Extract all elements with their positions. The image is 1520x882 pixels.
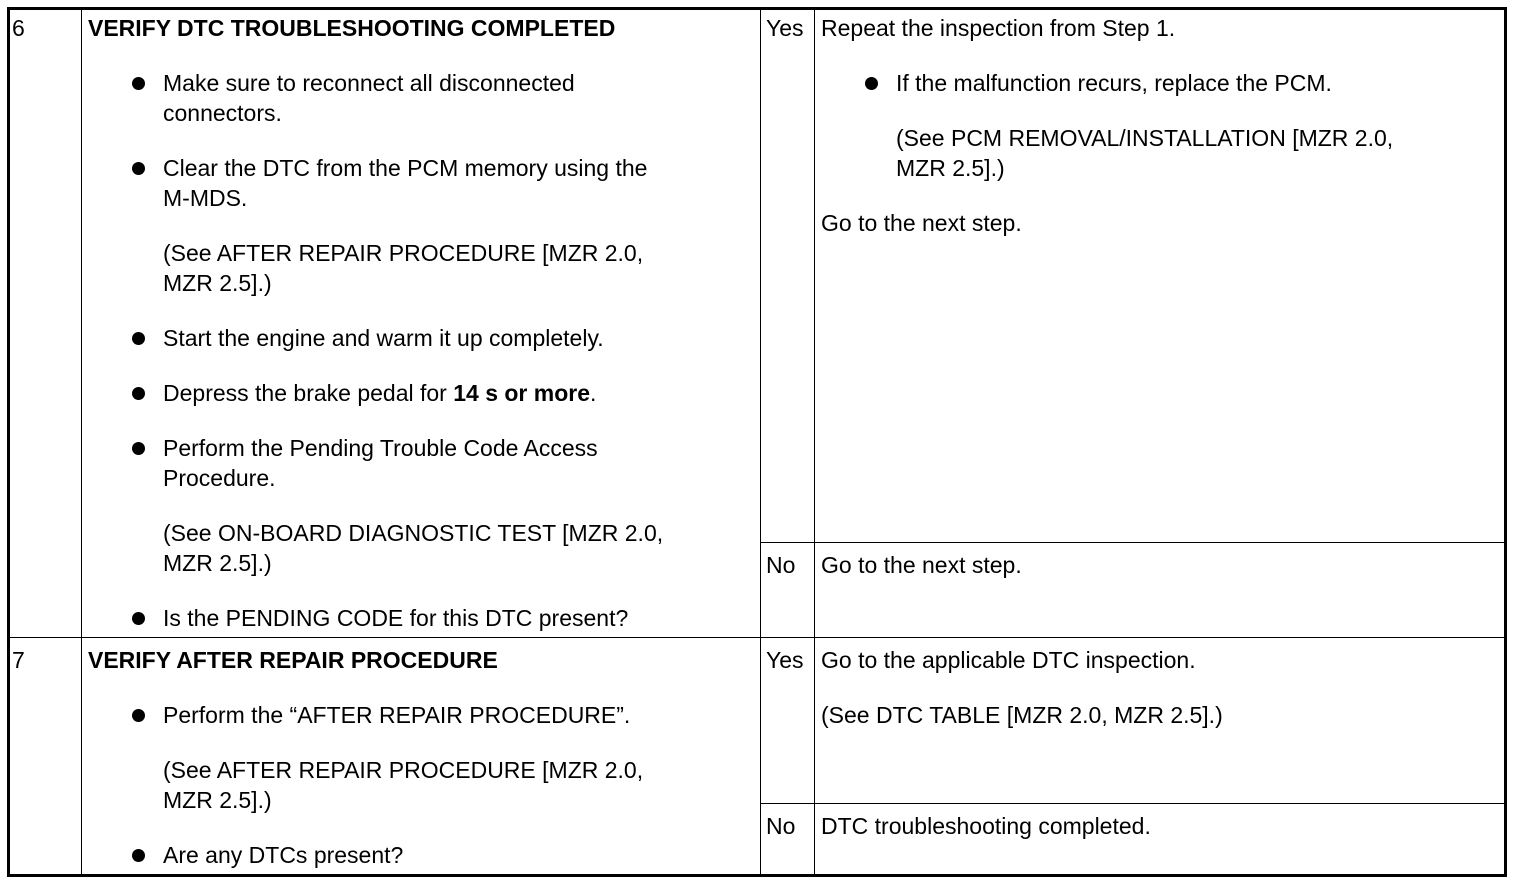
bullet-icon (132, 332, 145, 345)
bullet-icon (132, 849, 145, 862)
divider-inspection-col (760, 8, 761, 876)
bullet-icon (132, 612, 145, 625)
instruction-text: Depress the brake pedal for (163, 380, 454, 406)
step-instruction: connectors. (163, 100, 282, 126)
reference-note: MZR 2.5].) (163, 550, 272, 576)
reference-note: (See AFTER REPAIR PROCEDURE [MZR 2.0, (163, 757, 644, 783)
step-instruction: M-MDS. (163, 185, 248, 211)
divider-step-col (81, 8, 82, 876)
step-instruction: Start the engine and warm it up completely. (163, 325, 604, 351)
bullet-icon (132, 387, 145, 400)
bullet-icon (865, 77, 878, 90)
step-instruction: Clear the DTC from the PCM memory using the (163, 155, 648, 181)
divider-result-col (814, 8, 815, 876)
step-title: VERIFY AFTER REPAIR PROCEDURE (88, 647, 498, 673)
bullet-icon (132, 442, 145, 455)
bullet-icon (132, 709, 145, 722)
no-label: No (766, 813, 796, 839)
reference-note: (See AFTER REPAIR PROCEDURE [MZR 2.0, (163, 240, 644, 266)
yes-action: Repeat the inspection from Step 1. (821, 15, 1176, 41)
reference-note: MZR 2.5].) (163, 787, 272, 813)
instruction-emphasis: 14 s or more (453, 380, 591, 406)
step-instruction: Perform the “AFTER REPAIR PROCEDURE”. (163, 702, 631, 728)
instruction-text: . (590, 380, 597, 406)
no-action: Go to the next step. (821, 552, 1022, 578)
step-instruction: Make sure to reconnect all disconnected (163, 70, 575, 96)
divider-row7-yes-no (760, 803, 1506, 804)
divider-row6-yes-no (760, 542, 1506, 543)
step-instruction: Perform the Pending Trouble Code Access (163, 435, 598, 461)
step-question: Are any DTCs present? (163, 842, 404, 868)
step-instruction: Procedure. (163, 465, 276, 491)
step-number: 6 (12, 15, 25, 41)
step-question: Is the PENDING CODE for this DTC present? (163, 605, 629, 631)
no-label: No (766, 552, 796, 578)
yes-action: Go to the applicable DTC inspection. (821, 647, 1196, 673)
reference-note: MZR 2.5].) (163, 270, 272, 296)
divider-row-6-7 (8, 637, 1506, 638)
yes-action: Go to the next step. (821, 210, 1022, 236)
bullet-icon (132, 77, 145, 90)
reference-note: (See ON-BOARD DIAGNOSTIC TEST [MZR 2.0, (163, 520, 664, 546)
reference-note: (See PCM REMOVAL/INSTALLATION [MZR 2.0, (896, 125, 1394, 151)
yes-action: If the malfunction recurs, replace the PCM. (896, 70, 1332, 96)
no-action: DTC troubleshooting completed. (821, 813, 1151, 839)
reference-note: (See DTC TABLE [MZR 2.0, MZR 2.5].) (821, 702, 1223, 728)
step-instruction (163, 378, 596, 408)
yes-label: Yes (766, 15, 804, 41)
step-title: VERIFY DTC TROUBLESHOOTING COMPLETED (88, 15, 616, 41)
reference-note: MZR 2.5].) (896, 155, 1005, 181)
bullet-icon (132, 162, 145, 175)
yes-label: Yes (766, 647, 804, 673)
step-number: 7 (12, 647, 25, 673)
